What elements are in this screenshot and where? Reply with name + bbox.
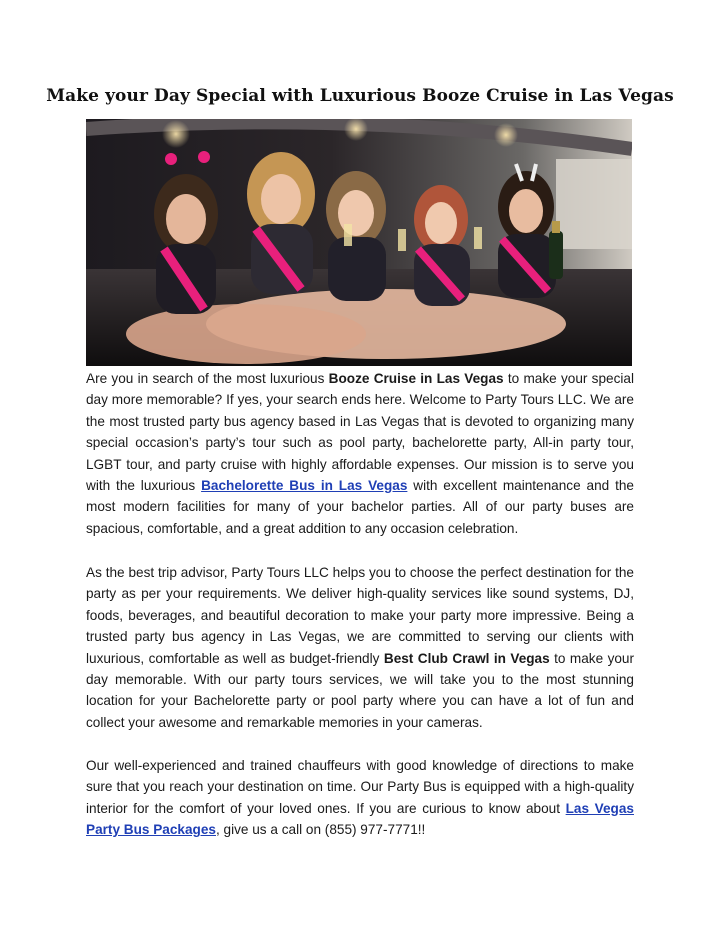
p1-text-2: to make your special day more memorable? If yes, your search ends here. Welcome to Party Tours LLC. We are the most trusted party bus agency based in Las Vegas that is devoted to organizing many special occasion’s party’s tour such as pool party, bachelorette party, All-in party tour, LGBT tour, and party cruise with highly affordable expenses. Our mission is to serve you with the luxurious — [86, 371, 634, 494]
p2-text-2: to make your day memorable. With our party tours services, we will take you to the most stunning location for your Bachelorette party or pool party where you can have a lot of fun and collect your awesome and remarkable memories in your cameras. — [86, 650, 635, 730]
p1-text-1: Are you in search of the most luxurious — [86, 371, 329, 386]
paragraph-2 — [86, 562, 634, 733]
party-photo — [86, 119, 632, 366]
party-photo-icon — [86, 119, 632, 366]
p1-bold-booze-cruise: Booze Cruise in Las Vegas — [328, 371, 504, 386]
p3-text-2: , give us a call on (855) 977-7771!! — [215, 822, 426, 838]
link-bachelorette-bus[interactable]: Bachelorette Bus in Las Vegas — [201, 478, 408, 494]
p2-text-1: As the best trip advisor, Party Tours LLC helps you to choose the perfect destination for the party as per your requirements. We deliver high-quality services like sound systems, DJ, foods, beverages, and beautiful decoration to make your party more impressive. Being a trusted party bus agency in Las Vegas, we are committed to serving our clients with luxurious, comfortable as well as budget-friendly — [86, 565, 634, 666]
page-title: Make your Day Special with Luxurious Booze Cruise in Las Vegas — [46, 86, 674, 106]
p1-text-3: with excellent maintenance and the most modern facilities for many of your bachelor parties. All of our party buses are spacious, comfortable, and a great addition to any occasion celebration. — [86, 478, 634, 536]
link-party-bus-packages[interactable]: Las Vegas Party Bus Packages — [86, 800, 634, 838]
paragraph-1 — [86, 368, 634, 539]
paragraph-3 — [86, 755, 634, 841]
p2-bold-club-crawl: Best Club Crawl in Vegas — [383, 650, 550, 666]
p3-text-1: Our well-experienced and trained chauffeurs with good knowledge of directions to make sure that you reach your destination on time. Our Party Bus is equipped with a high-quality interior for the comfort of your loved ones. If you are curious to know about — [86, 758, 634, 816]
